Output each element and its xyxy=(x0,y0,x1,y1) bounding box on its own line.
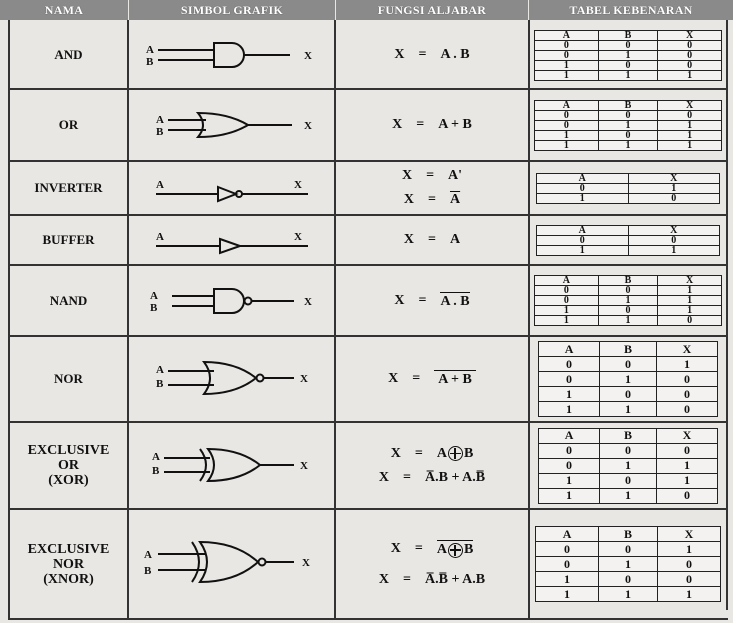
header-nama: NAMA xyxy=(0,0,128,20)
input-b-label: B xyxy=(151,464,159,477)
name-text: (XOR) xyxy=(48,473,89,488)
truth-table-header: A xyxy=(535,30,599,40)
func-eq: = xyxy=(428,232,436,247)
symbol-or xyxy=(129,90,334,160)
truth-table-cell: 1 xyxy=(535,70,599,80)
truth-table-cell: 0 xyxy=(658,110,722,120)
truth-table-cell: 0 xyxy=(656,402,717,417)
func-or xyxy=(336,90,528,160)
truth-table-header: X xyxy=(658,276,722,286)
truth-table-cell: 1 xyxy=(658,130,722,140)
truth-table-header: X xyxy=(658,100,722,110)
func-eq: = xyxy=(418,47,427,62)
not-gate-icon xyxy=(132,170,332,206)
truth-table-cell: 1 xyxy=(658,296,722,306)
truth-table-cell: 0 xyxy=(537,183,629,193)
truth-table-cell: 1 xyxy=(536,587,599,602)
func-rhs: A + B xyxy=(438,117,472,132)
truth-table-cell: 0 xyxy=(600,357,657,372)
truth-table-row xyxy=(535,286,722,296)
truth-table-row xyxy=(535,296,722,306)
truth-table-row xyxy=(537,193,720,203)
truth-table-xnor xyxy=(530,510,726,618)
truth-table-nand xyxy=(530,266,726,335)
truth-table-row xyxy=(539,372,718,387)
truth-table-cell: 0 xyxy=(539,458,600,473)
output-x-label: X xyxy=(303,295,312,308)
truth-table-xor xyxy=(530,423,726,508)
truth-table-row xyxy=(539,357,718,372)
row-name-and xyxy=(10,22,127,88)
name-text: (XNOR) xyxy=(43,571,94,587)
row-name-xnor xyxy=(10,510,127,618)
truth-table xyxy=(538,428,718,504)
input-b-label: B xyxy=(145,56,153,68)
name-text: NAND xyxy=(49,292,88,308)
truth-table-cell: 1 xyxy=(539,402,600,417)
truth-table-nor xyxy=(530,337,726,421)
symbol-nor xyxy=(129,337,334,421)
func-rhs: A . B xyxy=(440,293,470,309)
truth-table-cell: 0 xyxy=(657,572,720,587)
truth-table-cell: 1 xyxy=(658,286,722,296)
truth-table-cell: 0 xyxy=(658,316,722,326)
truth-table-row xyxy=(536,587,721,602)
truth-table-cell: 1 xyxy=(539,473,600,488)
row-name-buffer xyxy=(10,216,127,264)
func-eq: = xyxy=(426,168,435,183)
func-eq: = xyxy=(416,117,425,132)
truth-table-header: B xyxy=(598,100,657,110)
truth-table-cell: 0 xyxy=(598,40,657,50)
truth-table-and xyxy=(530,22,726,88)
truth-table-header: B xyxy=(600,428,657,443)
truth-table-cell: 0 xyxy=(656,387,717,402)
truth-table-cell: 0 xyxy=(535,120,599,130)
truth-table-cell: 1 xyxy=(535,140,599,150)
nand-gate-icon xyxy=(132,281,332,321)
func-lhs: X xyxy=(388,371,399,386)
truth-table-header: A xyxy=(539,342,600,357)
truth-table-cell: 0 xyxy=(657,557,720,572)
truth-table-row xyxy=(537,183,720,193)
func-eq: = xyxy=(403,469,411,485)
func-xor xyxy=(336,423,528,508)
header-tabel-kebenaran: TABEL KEBENARAN xyxy=(529,0,733,20)
func-rhs: A̅.B̅ + A.B xyxy=(425,572,486,587)
truth-table-cell: 1 xyxy=(656,473,717,488)
truth-table-header: X xyxy=(656,342,717,357)
func-rhs: B xyxy=(463,542,474,557)
truth-table-cell: 0 xyxy=(598,130,657,140)
truth-table-cell: 1 xyxy=(600,458,657,473)
truth-table-cell: 1 xyxy=(537,193,629,203)
truth-table-buffer xyxy=(530,216,726,264)
truth-table-cell: 1 xyxy=(598,296,657,306)
truth-table-cell: 1 xyxy=(598,70,657,80)
truth-table-row xyxy=(539,458,718,473)
truth-table-cell: 0 xyxy=(598,110,657,120)
truth-table-row xyxy=(539,473,718,488)
truth-table-cell: 0 xyxy=(656,372,717,387)
func-eq: = xyxy=(428,192,436,207)
output-x-label: X xyxy=(293,231,302,243)
func-lhs: X xyxy=(394,47,405,62)
truth-table-row xyxy=(537,235,720,245)
truth-table-cell: 0 xyxy=(535,50,599,60)
name-text: EXCLUSIVE xyxy=(27,443,110,458)
truth-table-cell: 0 xyxy=(600,443,657,458)
func-nor xyxy=(336,337,528,421)
truth-table-cell: 0 xyxy=(598,306,657,316)
truth-table-cell: 1 xyxy=(536,572,599,587)
func-rhs: A' xyxy=(448,168,463,183)
truth-table-cell: 1 xyxy=(658,306,722,316)
truth-table-row xyxy=(539,488,718,503)
func-eq: = xyxy=(412,371,421,386)
truth-table-cell: 1 xyxy=(539,387,600,402)
truth-table xyxy=(536,173,720,204)
output-x-label: X xyxy=(303,50,312,62)
input-b-label: B xyxy=(149,301,157,314)
truth-table-inverter xyxy=(530,162,726,214)
truth-table-cell: 0 xyxy=(656,488,717,503)
truth-table-row xyxy=(536,557,721,572)
func-rhs: A xyxy=(436,445,447,461)
truth-table-row xyxy=(539,443,718,458)
func-lhs: X xyxy=(390,445,401,461)
input-a-label: A xyxy=(155,231,164,243)
truth-table-header: B xyxy=(598,276,657,286)
truth-table-row xyxy=(537,245,720,255)
row-name-xor xyxy=(10,423,127,508)
truth-table-cell: 0 xyxy=(599,572,658,587)
func-lhs: X xyxy=(378,572,390,587)
name-text: EXCLUSIVE xyxy=(27,541,110,557)
truth-table-cell: 0 xyxy=(537,235,629,245)
truth-table-cell: 1 xyxy=(599,557,658,572)
truth-table-cell: 1 xyxy=(537,245,629,255)
truth-table-cell: 0 xyxy=(599,542,658,557)
truth-table xyxy=(536,225,720,256)
truth-table-header: B xyxy=(598,30,657,40)
truth-table-or xyxy=(530,90,726,160)
truth-table-cell: 0 xyxy=(600,387,657,402)
truth-table-cell: 1 xyxy=(600,402,657,417)
truth-table-row xyxy=(535,40,722,50)
truth-table-row xyxy=(535,140,722,150)
func-rhs: A + B xyxy=(434,370,476,388)
truth-table-cell: 1 xyxy=(656,458,717,473)
header-simbol-grafik: SIMBOL GRAFIK xyxy=(129,0,335,20)
truth-table-row xyxy=(536,542,721,557)
truth-table-row xyxy=(535,316,722,326)
truth-table-cell: 1 xyxy=(658,70,722,80)
func-rhs: A xyxy=(449,232,461,247)
truth-table-header: X xyxy=(656,428,717,443)
row-name-nand xyxy=(10,266,127,335)
func-xnor xyxy=(336,510,528,618)
truth-table-row xyxy=(539,402,718,417)
truth-table-row xyxy=(535,110,722,120)
func-lhs: X xyxy=(403,192,414,207)
symbol-inverter xyxy=(129,162,334,214)
row-name-or xyxy=(10,90,127,160)
input-b-label: B xyxy=(155,126,163,138)
buffer-gate-icon xyxy=(132,222,332,258)
truth-table-cell: 0 xyxy=(628,193,720,203)
truth-table-row xyxy=(535,60,722,70)
truth-table-cell: 1 xyxy=(600,488,657,503)
truth-table-cell: 0 xyxy=(628,235,720,245)
truth-table-cell: 0 xyxy=(539,443,600,458)
name-text: AND xyxy=(54,47,83,62)
truth-table-cell: 1 xyxy=(535,130,599,140)
truth-table-header: A xyxy=(539,428,600,443)
truth-table-header: X xyxy=(658,30,722,40)
input-a-label: A xyxy=(151,450,160,463)
truth-table-row xyxy=(535,120,722,130)
truth-table-cell: 1 xyxy=(535,316,599,326)
truth-table xyxy=(534,100,722,151)
xnor-gate-icon xyxy=(132,534,332,594)
truth-table xyxy=(538,341,718,417)
truth-table-cell: 1 xyxy=(535,306,599,316)
truth-table-cell: 0 xyxy=(536,542,599,557)
header-fungsi-aljabar: FUNGSI ALJABAR xyxy=(336,0,528,20)
grid-line xyxy=(8,618,728,620)
name-text: BUFFER xyxy=(42,232,95,247)
nor-gate-icon xyxy=(132,355,332,403)
func-rhs: B xyxy=(463,445,474,461)
symbol-buffer xyxy=(129,216,334,264)
func-rhs: A . B xyxy=(440,47,470,62)
truth-table-row xyxy=(536,572,721,587)
row-name-inverter xyxy=(10,162,127,214)
truth-table-row xyxy=(535,50,722,60)
truth-table-cell: 1 xyxy=(599,587,658,602)
name-text: INVERTER xyxy=(34,180,103,195)
xor-operator-icon xyxy=(448,446,463,461)
symbol-nand xyxy=(129,266,334,335)
truth-table xyxy=(534,275,722,326)
truth-table-cell: 0 xyxy=(600,473,657,488)
output-x-label: X xyxy=(299,459,308,472)
func-rhs: A xyxy=(436,542,447,557)
truth-table-row xyxy=(535,70,722,80)
func-eq: = xyxy=(414,541,423,556)
or-gate-icon xyxy=(132,105,332,145)
and-gate-icon xyxy=(132,35,332,75)
truth-table-cell: 0 xyxy=(535,40,599,50)
truth-table-header: A xyxy=(535,276,599,286)
output-x-label: X xyxy=(293,179,302,191)
truth-table-cell: 1 xyxy=(628,245,720,255)
truth-table xyxy=(534,30,722,81)
input-a-label: A xyxy=(155,364,164,376)
truth-table-cell: 0 xyxy=(535,110,599,120)
func-and xyxy=(336,22,528,88)
truth-table-row xyxy=(535,306,722,316)
truth-table-header: X xyxy=(628,225,720,235)
func-rhs: $\overline{A}$ xyxy=(449,192,461,207)
truth-table-header: A xyxy=(535,100,599,110)
output-x-label: X xyxy=(299,373,308,385)
input-b-label: B xyxy=(155,378,163,390)
truth-table-cell: 0 xyxy=(598,286,657,296)
truth-table-cell: 1 xyxy=(539,488,600,503)
name-text: OR xyxy=(58,458,79,473)
truth-table-cell: 1 xyxy=(628,183,720,193)
truth-table-header: B xyxy=(599,527,658,542)
symbol-xnor xyxy=(129,510,334,618)
truth-table-cell: 1 xyxy=(598,120,657,130)
output-x-label: X xyxy=(301,557,310,569)
truth-table-cell: 0 xyxy=(539,372,600,387)
truth-table-header: X xyxy=(657,527,720,542)
input-a-label: A xyxy=(149,289,158,302)
func-lhs: X xyxy=(403,232,414,247)
func-eq: = xyxy=(403,572,411,587)
truth-table-cell: 1 xyxy=(600,372,657,387)
truth-table-header: A xyxy=(537,173,629,183)
truth-table-cell: 1 xyxy=(535,60,599,70)
func-rhs: A̅.B + A.B̅ xyxy=(425,469,486,485)
symbol-xor xyxy=(129,423,334,508)
truth-table-cell: 1 xyxy=(657,542,720,557)
truth-table xyxy=(535,526,721,602)
func-lhs: X xyxy=(392,117,403,132)
func-eq: = xyxy=(418,292,427,308)
func-inverter xyxy=(336,162,528,214)
xor-gate-icon xyxy=(132,442,332,490)
output-x-label: X xyxy=(303,120,312,132)
truth-table-cell: 1 xyxy=(656,357,717,372)
xnor-operator-icon xyxy=(448,543,463,558)
truth-table-cell: 1 xyxy=(598,50,657,60)
truth-table-cell: 0 xyxy=(536,557,599,572)
func-lhs: X xyxy=(401,168,413,183)
truth-table-cell: 0 xyxy=(656,443,717,458)
truth-table-cell: 1 xyxy=(657,587,720,602)
name-text: OR xyxy=(58,117,79,132)
func-buffer xyxy=(336,216,528,264)
truth-table-cell: 0 xyxy=(658,50,722,60)
input-a-label: A xyxy=(145,44,154,56)
truth-table-cell: 0 xyxy=(598,60,657,70)
input-b-label: B xyxy=(143,565,151,577)
truth-table-row xyxy=(539,387,718,402)
input-a-label: A xyxy=(155,179,164,191)
truth-table-cell: 0 xyxy=(658,60,722,70)
truth-table-header: X xyxy=(628,173,720,183)
symbol-and xyxy=(129,22,334,88)
func-lhs: X xyxy=(390,541,401,556)
truth-table-row xyxy=(535,130,722,140)
truth-table-cell: 0 xyxy=(658,40,722,50)
truth-table-cell: 0 xyxy=(539,357,600,372)
input-a-label: A xyxy=(155,114,164,126)
truth-table-header: B xyxy=(600,342,657,357)
truth-table-header: A xyxy=(536,527,599,542)
truth-table-cell: 1 xyxy=(658,120,722,130)
func-eq: = xyxy=(414,445,423,461)
truth-table-cell: 1 xyxy=(658,140,722,150)
input-a-label: A xyxy=(143,549,152,561)
func-nand xyxy=(336,266,528,335)
name-text: NOR xyxy=(52,556,85,572)
truth-table-cell: 1 xyxy=(598,140,657,150)
func-lhs: X xyxy=(394,292,405,308)
truth-table-header: A xyxy=(537,225,629,235)
grid-line xyxy=(726,20,728,610)
truth-table-cell: 0 xyxy=(535,296,599,306)
func-lhs: X xyxy=(378,469,390,485)
truth-table-cell: 0 xyxy=(535,286,599,296)
truth-table-cell: 1 xyxy=(598,316,657,326)
name-text: NOR xyxy=(54,371,83,386)
row-name-nor xyxy=(10,337,127,421)
